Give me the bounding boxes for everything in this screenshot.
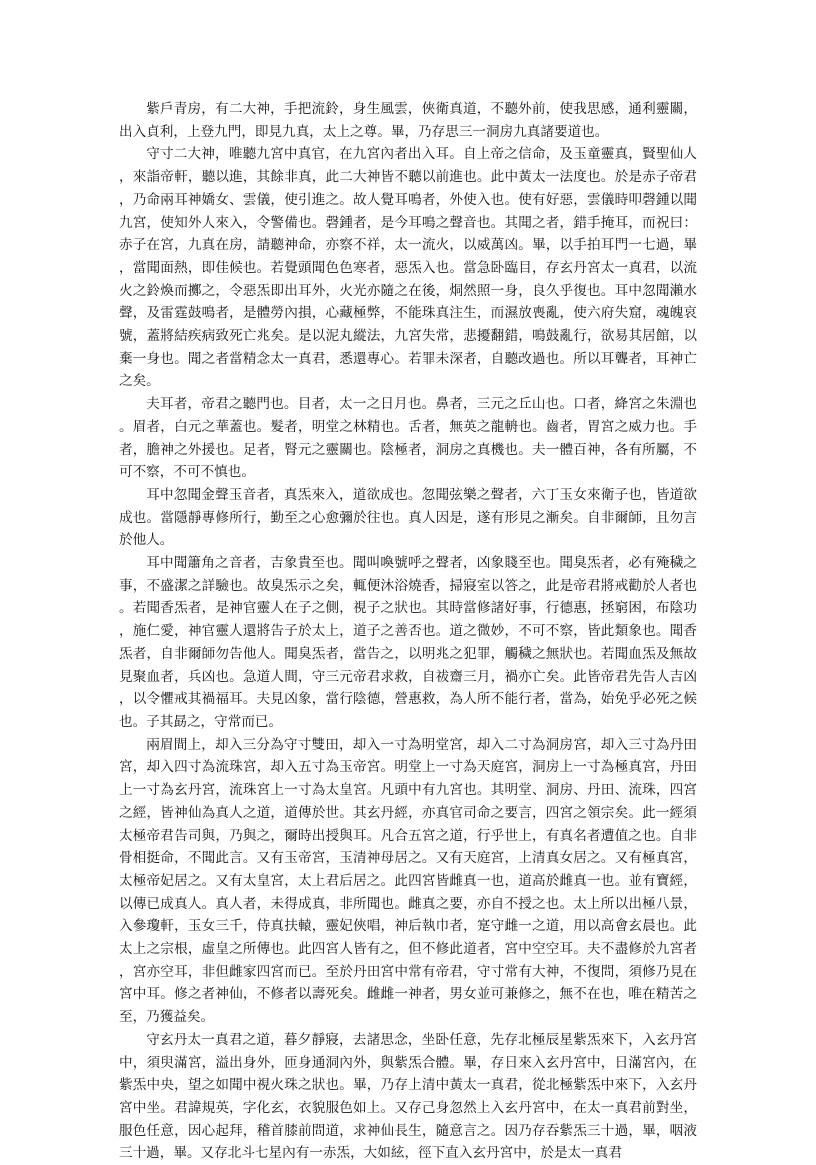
body-text	[119, 98, 697, 1165]
paragraph: 兩眉間上，却入三分為守寸雙田，却入一寸為明堂宮，却入二寸為洞房宮，却入三寸為丹田宮，却入四寸為流珠宮，却入五寸為玉帝宮。明堂上一寸為天庭宮，洞房上一寸為極真宮，丹田上一寸為玄丹宮，流珠宮上一寸為太皇宮。凡頭中有九宮也。其明堂、洞房、丹田、流珠，四宮之經，皆神仙為真人之道，道傳於世。其玄丹經，亦真官司命之要言，四宮之領宗矣。此一經須太極帝君告司與，乃與之，爾時出授與耳。凡合五宮之道，行乎世上，有真名者遭值之也。自非骨相挺命，不聞此言。又有玉帝宮，玉清神母居之。又有天庭宮，上清真女居之。又有極真宮，太極帝妃居之。又有太皇宮，太上君后居之。此四宮皆雌真一也，道高於雌真一也。並有寶經，以傳已成真人。真人者，未得成真，非所聞也。雌真之要，亦自不授之也。太上所以出極八景，入參瓊軒，玉女三千，侍真扶轅，靈妃俠唱，神后執巾者，寔守雌一之道，用以高會玄晨也。此太上之宗根，虛皇之所傳也。此四宮人皆有之，但不修此道者，宮中空空耳。夫不盡修於九宮者，宮亦空耳，非但雌家四宮而已。至於丹田宮中常有帝君，守寸常有大神，不復問，須修乃見在宮中耳。修之者神仙，不修者以壽死矣。雌雌一神者，男女並可兼修之，無不在也，唯在精苦之至，乃獲益矣。	[119, 736, 697, 1026]
paragraph: 夫耳者，帝君之聽門也。目者，太一之日月也。鼻者，三元之丘山也。口者，絳宮之朱淵也。眉者，白元之華蓋也。髮者，明堂之林精也。舌者，無英之龍輈也。齒者，胃宮之威力也。手者，膽神之外援也。足者，腎元之靈關也。陰極者，洞房之真機也。夫一體百神，各有所屬，不可不察，不可不慎也。	[119, 396, 697, 481]
paragraph: 紫戶青房，有二大神，手把流鈴，身生風雲，俠衛真道，不聽外前，使我思感，通利靈關，出入貞利，上登九門，即見九真，太上之尊。畢，乃存思三一洞房九真諸要道也。	[119, 101, 697, 140]
paragraph: 耳中忽聞金聲玉音者，真炁來入，道欲成也。忽聞弦樂之聲者，六丁玉女來衛子也，皆道欲成也。當隱靜專修所行，勤至之心愈彌於往也。真人因是，遂有形見之漸矣。自非爾師，且勿言於他人。	[119, 486, 697, 549]
paragraph: 守寸二大神，唯聽九宮中真官，在九宮內者出入耳。自上帝之信命，及玉童靈真，賢聖仙人，來詣帝軒，聽以進，其餘非真，此二大神皆不聽以前進也。此中黃太一法度也。於是赤子帝君，乃命兩耳神嬌女、雲儀，使引進之。故人覺耳鳴者，外使入也。使有好惡，雲儀時叩磬鍾以聞九宮，使知外人來入，令警備也。磬鍾者，是今耳鳴之聲音也。其聞之者，錯手掩耳，而祝曰：赤子在宮，九真在房，請聽神命，亦察不祥，太一流火，以威萬凶。畢，以手拍耳門一七過，畢，當聞面熱，即佳候也。若覺頭聞色色寒者，惡炁入也。當急卧臨目，存玄丹宮太一真君，以流火之鈴煥而擲之，令惡炁即出耳外，火光亦隨之在後，烔然照一身，良久乎復也。耳中忽聞瀨水聲，及雷霆鼓鳴者，是體勞內損，心藏極弊，不能珠真注生，而濕放喪亂，使六府失窟，魂魄哀號，蓋將結疾病致死亡兆矣。是以泥丸縱法，九宮失常，悲擾翻錯，鳴鼓亂行，欲易其居館，以棄一身也。聞之者當精念太一真君，悉還專心。若罪未深者，自聽改過也。所以耳聾者，耳神亡之矣。	[119, 146, 697, 390]
paragraph: 耳中聞簫角之音者，吉象貴至也。聞叫喚號呼之聲者，凶象賤至也。聞臭炁者，必有殗穢之事，不盛潔之詳驗也。故臭炁示之矣，輒便沐浴燒香，掃寢室以答之，此是帝君將戒勸於人者也。若聞香炁者，是神官靈人在子之側，視子之狀也。其時當修諸好事，行德惠，拯窮困，布陰功，施仁愛，神官靈人還將告子於太上，道子之善否也。道之微妙，不可不察，皆此類象也。聞香炁者，自非爾師勿告他人。聞臭炁者，當告之，以明兆之犯罪，觸穢之無狀也。若聞血炁及無故見聚血者，兵凶也。急道人間，守三元帝君求救，自祓齋三月，禍亦亡矣。此皆帝君先告人吉凶，以令懼戒其禍福耳。夫見凶象，當行陰德，營惠救，為人所不能行者，當為，始免乎必死之候也。子其勗之，守常而已。	[119, 555, 697, 730]
paragraph: 守玄丹太一真君之道，暮夕靜寢，去諸思念，坐卧任意，先存北極辰星紫炁來下，入玄丹宮中，須臾滿宮，溢出身外，匝身通洞內外，與紫炁合體。畢，存日來入玄丹宮中，日滿宮內，在紫炁中央，望之如聞中視火珠之狀也。畢，乃存上清中黃太一真君，從北極紫炁中來下，入玄丹宮中坐。君諱規英，字化玄，衣貌服色如上。又存己身忽然上入玄丹宮中，在太一真君前對坐，服色任意，因心起拜，稽首膝前問道，求神仙長生，隨意言之。因乃存吞紫炁三十過，畢，咽液三十過，畢。又存北斗七星內有一赤炁，大如絃，徑下直入玄丹宮中，於是太一真君	[119, 1031, 697, 1162]
